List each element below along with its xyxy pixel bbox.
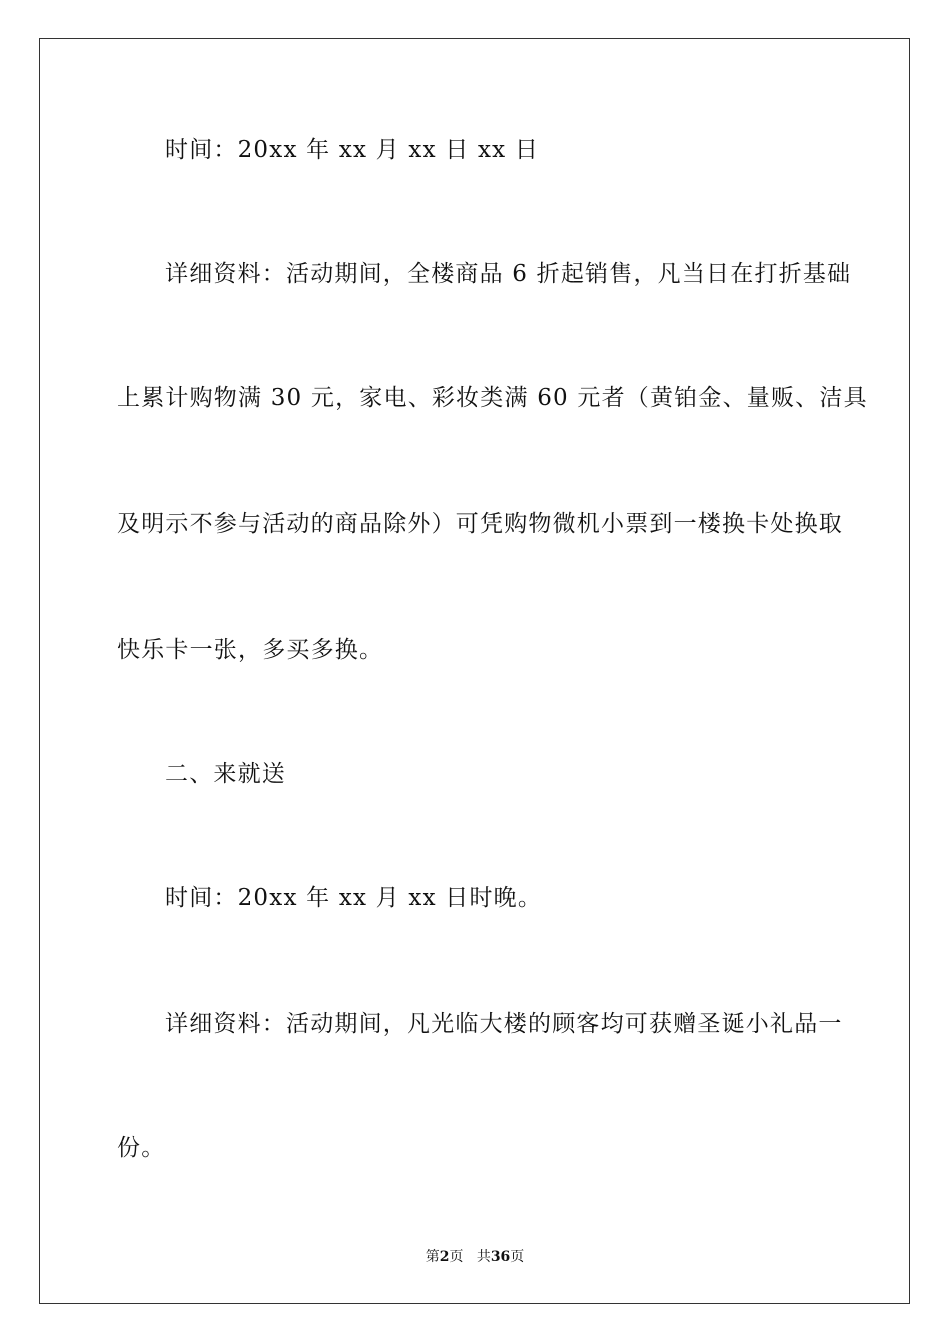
paragraph-line-time-2: 时间：20xx 年 xx 月 xx 日时晚。 [165, 885, 543, 911]
footer-page-number: 2 [439, 1249, 450, 1265]
paragraph-line-details-4: 快乐卡一张，多买多换。 [117, 637, 384, 663]
paragraph-line-details-5: 详细资料：活动期间，凡光临大楼的顾客均可获赠圣诞小礼品一 [165, 1011, 843, 1037]
footer-total-pages: 36 [490, 1249, 511, 1265]
paragraph-line-details-3: 及明示不参与活动的商品除外）可凭购物微机小票到一楼换卡处换取 [117, 511, 843, 537]
paragraph-line-details-6: 份。 [117, 1135, 166, 1161]
page-border [39, 38, 910, 1304]
paragraph-line-time-1: 时间：20xx 年 xx 月 xx 日 xx 日 [165, 137, 540, 163]
page-footer [0, 1246, 950, 1266]
section-heading: 二、来就送 [165, 761, 286, 787]
footer-page-suffix: 页 [449, 1249, 464, 1265]
footer-page-prefix: 第 [425, 1249, 440, 1265]
paragraph-line-details-1: 详细资料：活动期间，全楼商品 6 折起销售，凡当日在打折基础 [165, 261, 852, 287]
footer-total-suffix: 页 [510, 1249, 525, 1265]
paragraph-line-details-2: 上累计购物满 30 元，家电、彩妆类满 60 元者（黄铂金、量贩、洁具 [117, 385, 868, 411]
footer-total-prefix: 共 [476, 1249, 491, 1265]
